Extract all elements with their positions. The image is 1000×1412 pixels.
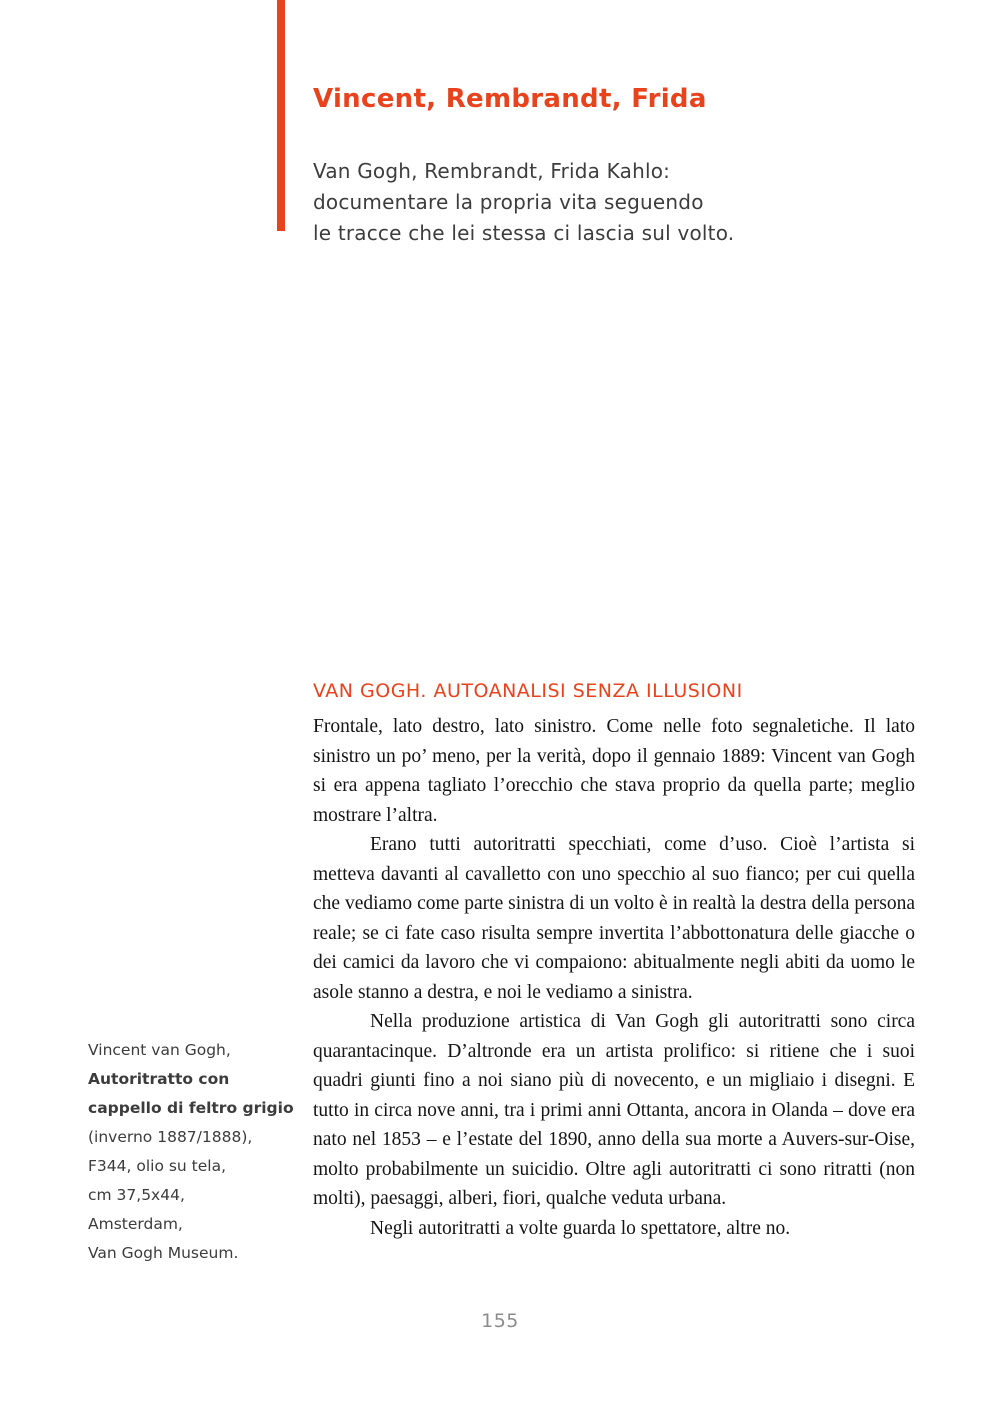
- caption-line: F344, olio su tela,: [88, 1157, 227, 1175]
- caption-line: Van Gogh Museum.: [88, 1244, 239, 1262]
- subtitle-line: documentare la propria vita seguendo: [313, 190, 704, 214]
- caption-line-artwork-title: cappello di feltro grigio: [88, 1099, 294, 1117]
- body-text: [313, 712, 915, 1243]
- subtitle-line: Van Gogh, Rembrandt, Frida Kahlo:: [313, 159, 671, 183]
- paragraph: Frontale, lato destro, lato sinistro. Come nelle foto segnaletiche. Il lato sinistro un po’ meno, per la verità, dopo il gennaio 1889: Vincent van Gogh si era appena tagliato l’orecchio che stava proprio da quella parte; meglio mostrare l’altra.: [313, 716, 915, 826]
- caption-line: (inverno 1887/1888),: [88, 1128, 253, 1146]
- paragraph: Negli autoritratti a volte guarda lo spettatore, altre no.: [370, 1217, 791, 1239]
- page-number: 155: [481, 1310, 519, 1332]
- accent-bar: [277, 0, 285, 231]
- caption-line: Amsterdam,: [88, 1215, 183, 1233]
- artwork-caption: [88, 1036, 298, 1268]
- caption-line: cm 37,5x44,: [88, 1186, 185, 1204]
- paragraph: Nella produzione artistica di Van Gogh gli autoritratti sono circa quarantacinque. D’altronde era un artista prolifico: si ritiene che i suoi quadri giunti fino a noi siano più di novecento, e un migliaio i disegni. E tutto in circa nove anni, tra i primi anni Ottanta, ancora in Olanda – dove era nato nel 1853 – e l’estate del 1890, anno della sua morte a Auvers-sur-Oise, molto probabilmente un suicidio. Oltre agli autoritratti ci sono ritratti (non molti), paesaggi, alberi, fiori, qualche veduta urbana.: [313, 1011, 915, 1209]
- caption-line-artwork-title: Autoritratto con: [88, 1070, 230, 1088]
- caption-line: Vincent van Gogh,: [88, 1041, 231, 1059]
- section-heading: VAN GOGH. AUTOANALISI SENZA ILLUSIONI: [313, 680, 743, 702]
- subtitle: [313, 156, 953, 249]
- subtitle-line: le tracce che lei stessa ci lascia sul volto.: [313, 221, 735, 245]
- page-title: Vincent, Rembrandt, Frida: [313, 84, 707, 114]
- paragraph: Erano tutti autoritratti specchiati, come d’uso. Cioè l’artista si metteva davanti al cavalletto con uno specchio al suo fianco; per cui quella che vediamo come parte sinistra di un volto è in realtà la destra della persona reale; se ci fate caso risulta sempre invertita l’abbottonatura delle giacche o dei camici da lavoro che vi compaiono: abitualmente negli abiti da uomo le asole stanno a destra, e noi le vediamo a sinistra.: [313, 834, 915, 1003]
